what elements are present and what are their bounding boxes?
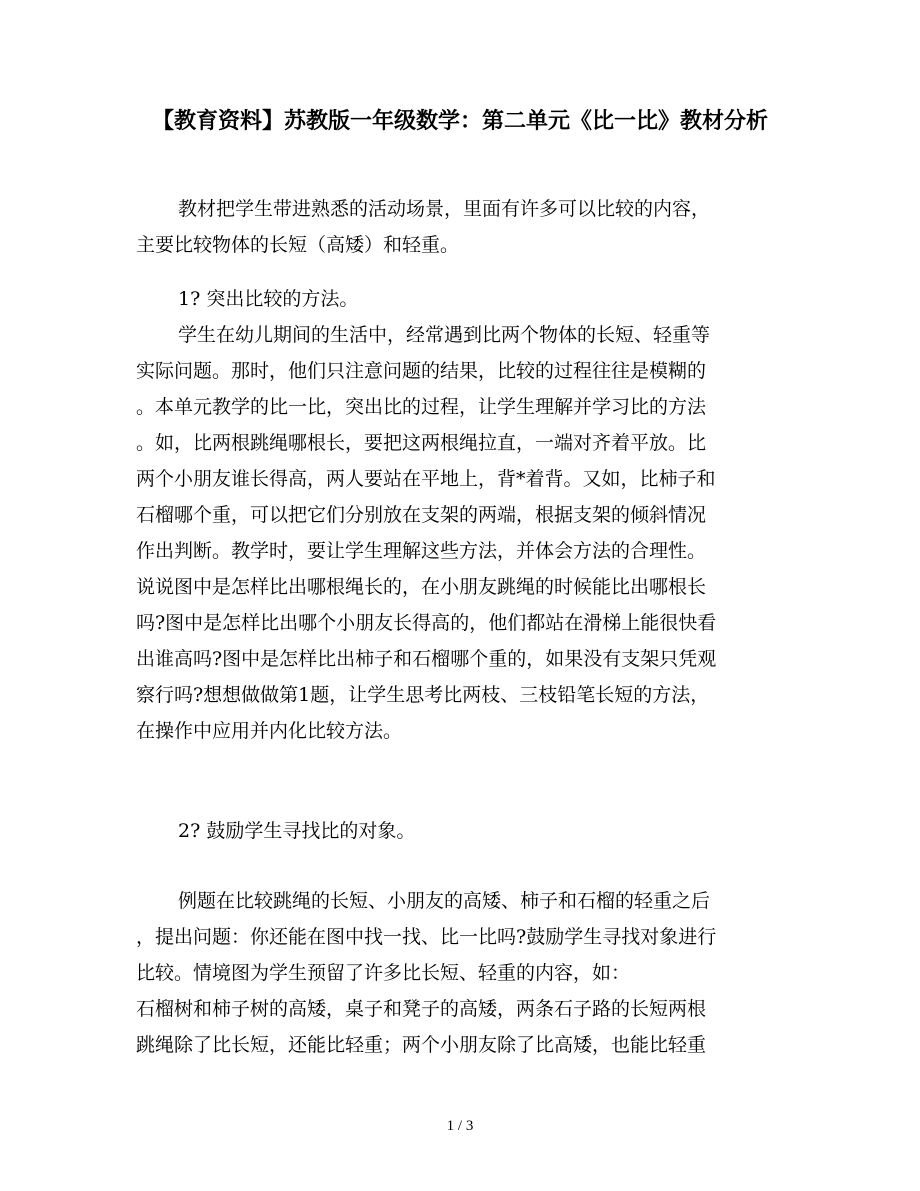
text-line: 跳绳除了比长短，还能比轻重；两个小朋友除了比高矮，也能比轻重 xyxy=(136,1034,707,1056)
text-line: 。如，比两根跳绳哪根长，要把这两根绳拉直，一端对齐着平放。比 xyxy=(136,432,707,454)
heading-text: 1? 突出比较的方法。 xyxy=(178,288,359,310)
text-line: ，提出问题：你还能在图中找一找、比一比吗?鼓励学生寻找对象进行 xyxy=(136,926,717,948)
text-line: 。本单元教学的比一比，突出比的过程，让学生理解并学习比的方法 xyxy=(136,396,707,418)
text-line: 吗?图中是怎样比出哪个小朋友长得高的，他们都站在滑梯上能很快看 xyxy=(136,612,717,634)
heading-text: 2? 鼓励学生寻找比的对象。 xyxy=(178,820,416,842)
paragraph-objects xyxy=(136,883,786,1063)
text-line: 主要比较物体的长短（高矮）和轻重。 xyxy=(136,234,460,256)
text-line: 说说图中是怎样比出哪根绳长的，在小朋友跳绳的时候能比出哪根长 xyxy=(136,576,707,598)
section-heading-1 xyxy=(136,281,786,317)
page-indicator: 1 / 3 xyxy=(446,1118,474,1134)
text-line: 在操作中应用并内化比较方法。 xyxy=(136,720,403,742)
section-heading-2 xyxy=(136,813,786,849)
text-line: 例题在比较跳绳的长短、小朋友的高矮、柿子和石榴的轻重之后 xyxy=(178,890,711,912)
text-line: 教材把学生带进熟悉的活动场景，里面有许多可以比较的内容， xyxy=(178,198,711,220)
text-line: 石榴树和柿子树的高矮，桌子和凳子的高矮，两条石子路的长短两根 xyxy=(136,998,707,1020)
text-line: 石榴哪个重，可以把它们分别放在支架的两端，根据支架的倾斜情况 xyxy=(136,504,707,526)
paragraph-methods xyxy=(136,317,786,749)
document-title: 【教育资料】苏教版一年级数学：第二单元《比一比》教材分析 xyxy=(151,108,768,134)
text-line: 察行吗?想想做做第1题，让学生思考比两枝、三枝铅笔长短的方法， xyxy=(136,684,710,706)
paragraph-intro xyxy=(136,191,786,263)
text-line: 实际问题。那时，他们只注意问题的结果，比较的过程往往是模糊的 xyxy=(136,360,707,382)
text-line: 出谁高吗?图中是怎样比出柿子和石榴哪个重的，如果没有支架只凭观 xyxy=(136,648,717,670)
text-line: 作出判断。教学时，要让学生理解这些方法，并体会方法的合理性。 xyxy=(136,540,707,562)
text-line: 两个小朋友谁长得高，两人要站在平地上，背*着背。又如，比柿子和 xyxy=(136,468,716,490)
text-line: 比较。情境图为学生预留了许多比长短、轻重的内容，如： xyxy=(136,962,631,984)
text-line: 学生在幼儿期间的生活中，经常遇到比两个物体的长短、轻重等 xyxy=(178,324,711,346)
